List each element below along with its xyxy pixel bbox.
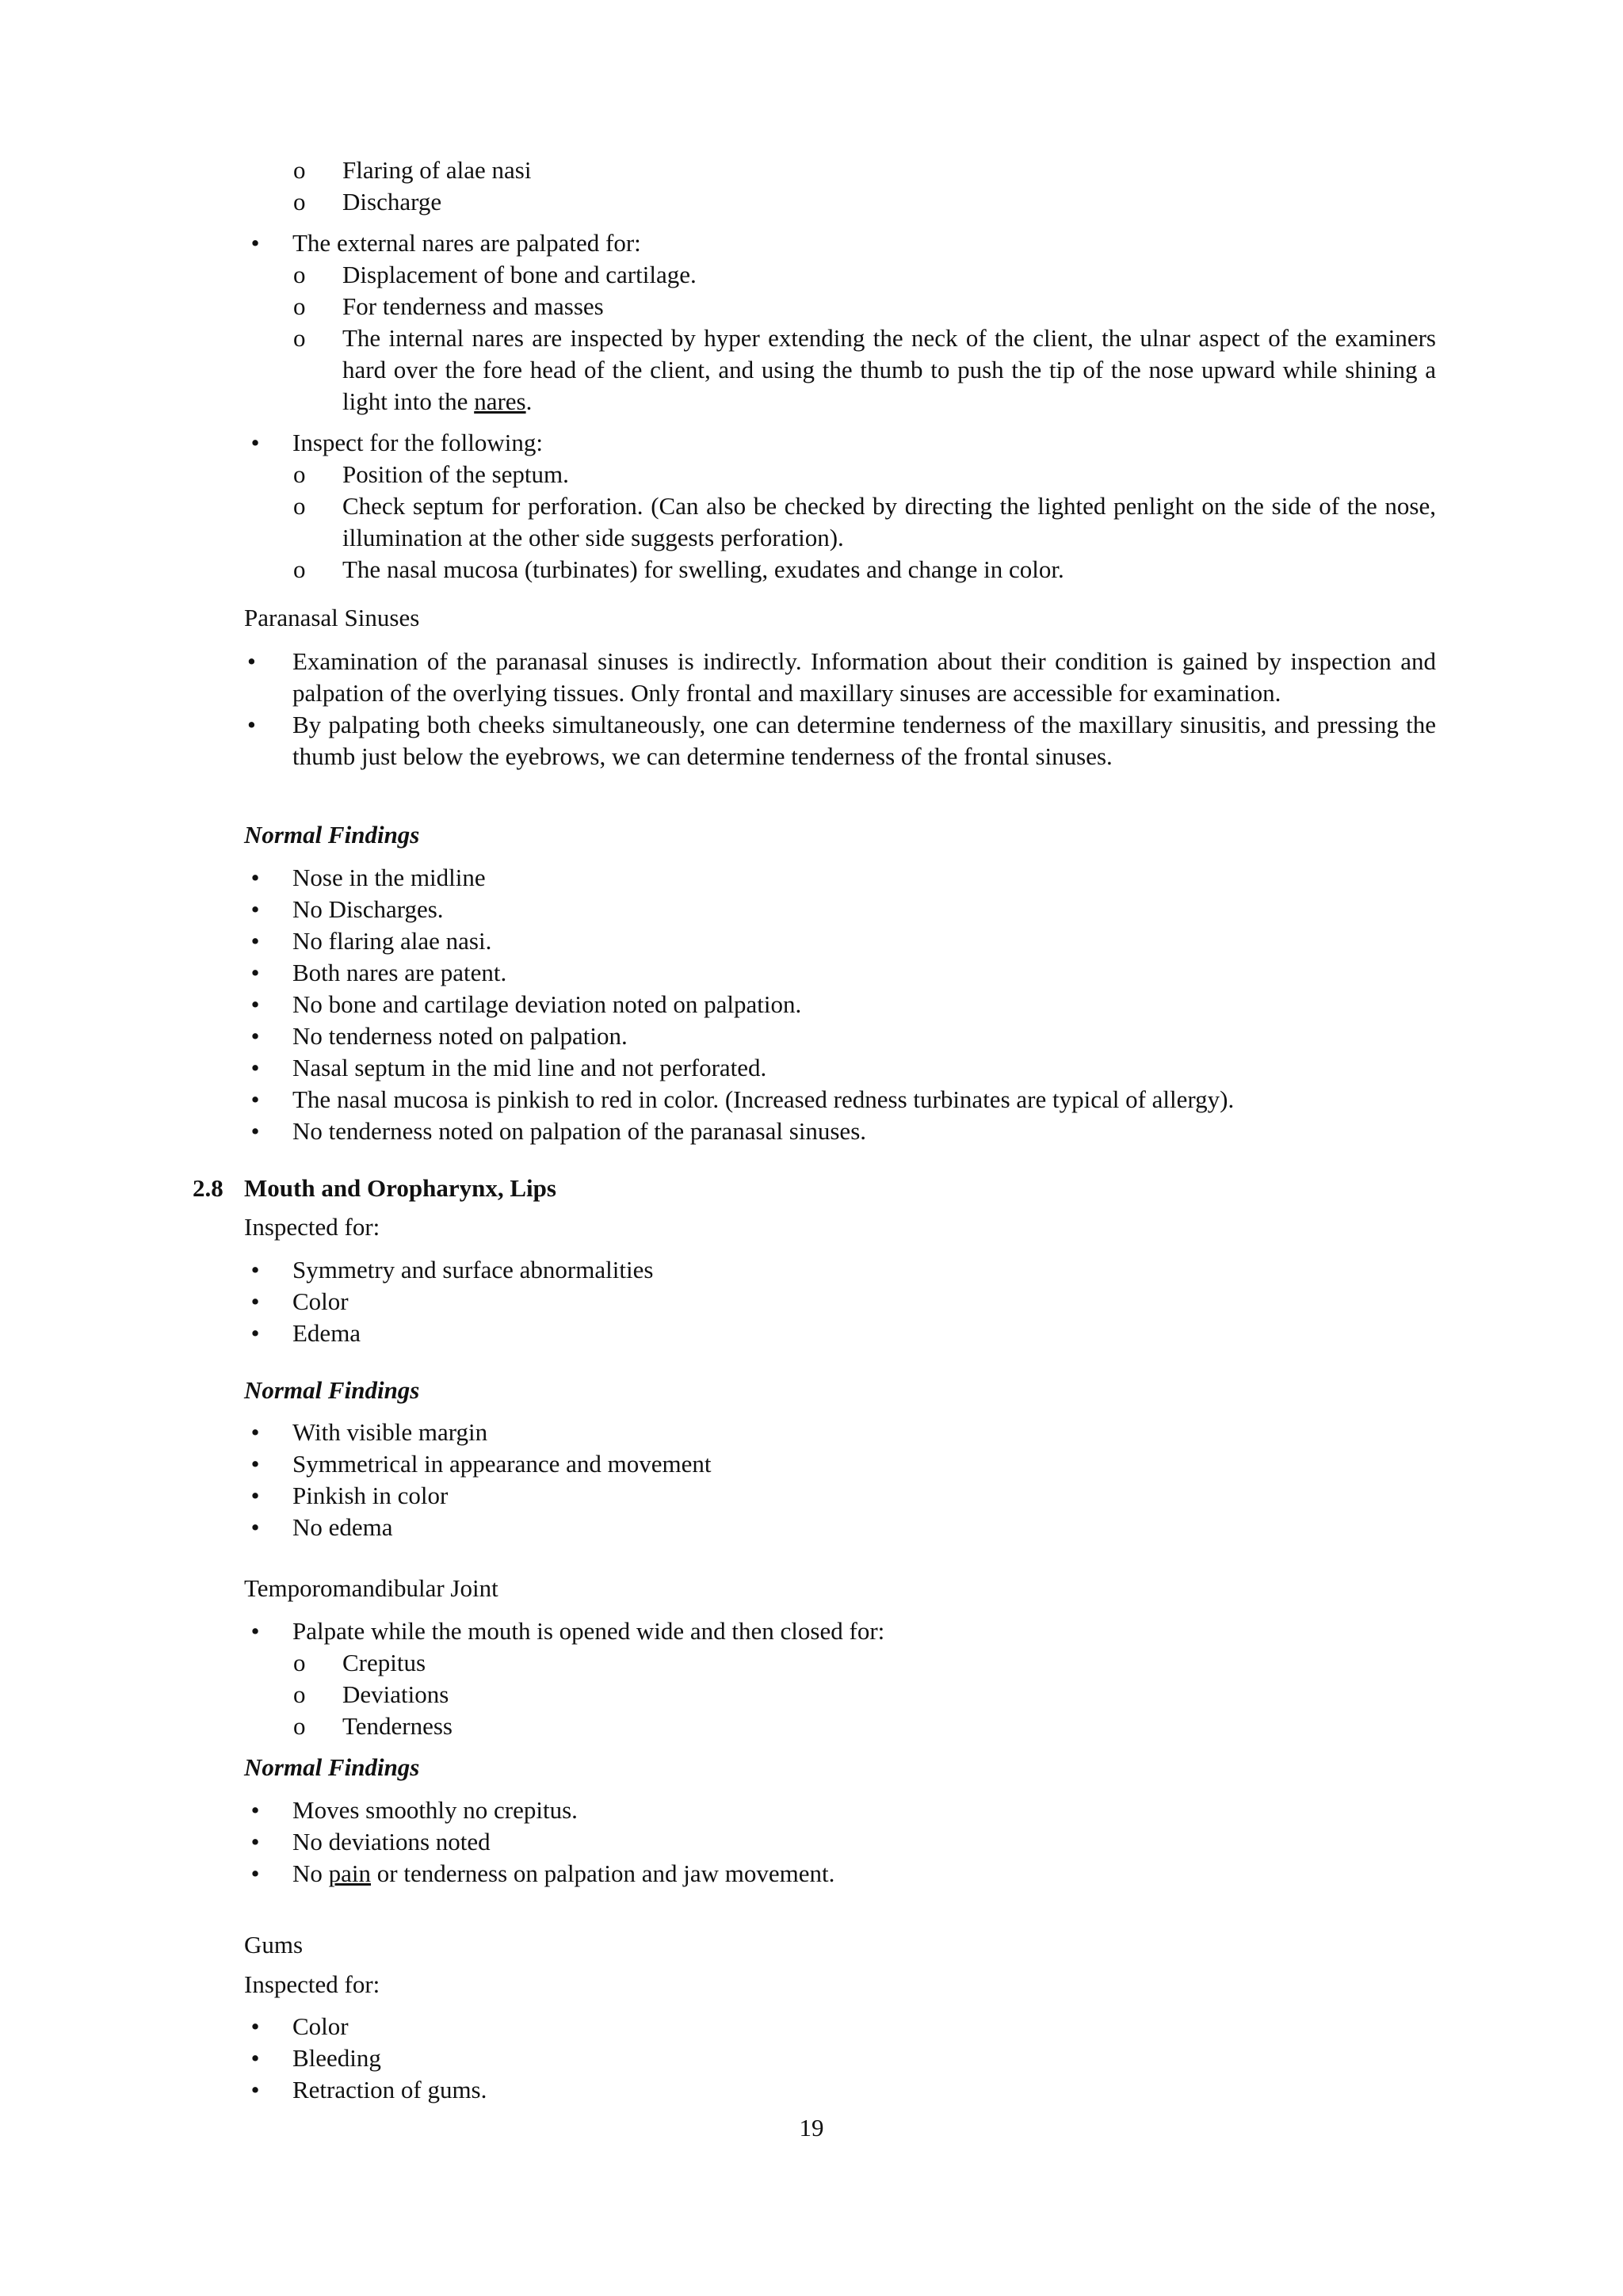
list-item: • Pinkish in color	[250, 1482, 449, 1509]
gums-section	[244, 1929, 1436, 1961]
list-item: • Moves smoothly no crepitus.	[250, 1796, 578, 1824]
list-item: • Examination of the paranasal sinuses is indirectly. Information about their condition is gained by inspection and palpation of the overlying tissues. Only frontal and maxillary sinuses are accessible for examination.	[247, 647, 1436, 707]
list-item: • No deviations noted	[250, 1828, 491, 1855]
paranasal-list	[244, 646, 1436, 772]
gums-list	[244, 2011, 1436, 2106]
subsection-title: Gums	[244, 1931, 304, 1958]
tmj-normal-findings	[244, 1752, 1436, 1783]
sub-list-item: o The nasal mucosa (turbinates) for swelling, exudates and change in color.	[293, 555, 1064, 583]
list-item: • No flaring alae nasi.	[250, 927, 492, 955]
sub-list-item: o Position of the septum.	[293, 460, 569, 488]
list-item: • No Discharges.	[250, 895, 444, 923]
list-item: • Both nares are patent.	[250, 959, 507, 986]
list-item: • By palpating both cheeks simultaneously, one can determine tenderness of the maxillary sinusitis, and pressing the thumb just below the eyebrows, we can determine tenderness of the frontal sinuses.	[247, 711, 1436, 770]
nose-normal-findings	[244, 819, 1436, 851]
inspect-list	[244, 427, 1436, 585]
list-item: • Inspect for the following:	[250, 429, 543, 456]
list-item: • Retraction of gums.	[250, 2076, 487, 2103]
sub-list-item: o Tenderness	[293, 1712, 453, 1740]
list-item: • Palpate while the mouth is opened wide and then closed for:	[250, 1617, 885, 1645]
sub-list-item: o Check septum for perforation. (Can also be checked by directing the lighted penlight on the side of the nose, illumination at the other side suggests perforation).	[293, 492, 1436, 551]
list-item: • Edema	[250, 1319, 361, 1347]
tmj-section	[244, 1573, 1436, 1604]
normal-findings-heading: Normal Findings	[244, 1753, 420, 1781]
palpation-list	[244, 227, 1436, 418]
normal-findings-heading: Normal Findings	[244, 821, 420, 849]
tmj-findings-list	[244, 1794, 1436, 1890]
page-number: 19	[799, 2114, 824, 2142]
list-item: • No bone and cartilage deviation noted on palpation.	[250, 990, 802, 1018]
lips-inspection	[244, 1211, 1436, 1243]
gums-inspection	[244, 1969, 1436, 2000]
lips-inspection-list	[244, 1254, 1436, 1349]
list-item: • No pain or tenderness on palpation and jaw movement.	[250, 1859, 835, 1887]
section-title: Mouth and Oropharynx, Lips	[244, 1174, 556, 1202]
list-item: • Symmetrical in appearance and movement	[250, 1450, 712, 1478]
nose-continued	[244, 154, 1436, 218]
paranasal-section	[244, 602, 1436, 634]
list-item: • The nasal mucosa is pinkish to red in color. (Increased redness turbinates are typical of allergy).	[250, 1085, 1235, 1113]
list-item: • The external nares are palpated for:	[250, 229, 641, 257]
inspected-for-label: Inspected for:	[244, 1213, 380, 1241]
sub-list-item: o Displacement of bone and cartilage.	[293, 261, 697, 288]
list-item: • Nasal septum in the mid line and not perforated.	[250, 1054, 767, 1081]
tmj-list	[244, 1615, 1436, 1742]
sub-list-item: o For tenderness and masses	[293, 292, 604, 320]
list-item: • Color	[250, 2012, 349, 2040]
nose-findings-list	[244, 862, 1436, 1147]
list-item: • With visible margin	[250, 1418, 488, 1446]
list-item: • Nose in the midline	[250, 864, 486, 891]
lips-normal-findings	[244, 1375, 1436, 1406]
nares-link[interactable]: nares	[474, 387, 526, 415]
sub-list-item: o Discharge	[293, 188, 442, 215]
list-item: • Bleeding	[250, 2044, 381, 2072]
section-heading	[193, 1173, 1461, 1204]
sub-list-item: o Deviations	[293, 1680, 449, 1708]
section-number: 2.8	[193, 1174, 223, 1202]
sub-list-item: o The internal nares are inspected by hyper extending the neck of the client, the ulnar aspect of the examiners hard over the fore head of the client, and using the thumb to push the tip of the nose upward while shining a light into the nares.	[293, 324, 1436, 415]
inspected-for-label: Inspected for:	[244, 1970, 380, 1998]
sub-list-item: o Flaring of alae nasi	[293, 156, 532, 184]
list-item: • Symmetry and surface abnormalities	[250, 1256, 654, 1283]
subsection-title: Temporomandibular Joint	[244, 1574, 498, 1602]
subsection-title: Paranasal Sinuses	[244, 604, 420, 631]
sub-list-item: o Crepitus	[293, 1649, 426, 1676]
pain-link[interactable]: pain	[328, 1859, 372, 1887]
lips-findings-list	[244, 1417, 1436, 1543]
list-item: • No tenderness noted on palpation.	[250, 1022, 628, 1050]
list-item: • No tenderness noted on palpation of the paranasal sinuses.	[250, 1117, 867, 1145]
list-item: • No edema	[250, 1513, 393, 1541]
list-item: • Color	[250, 1287, 349, 1315]
normal-findings-heading: Normal Findings	[244, 1376, 420, 1404]
